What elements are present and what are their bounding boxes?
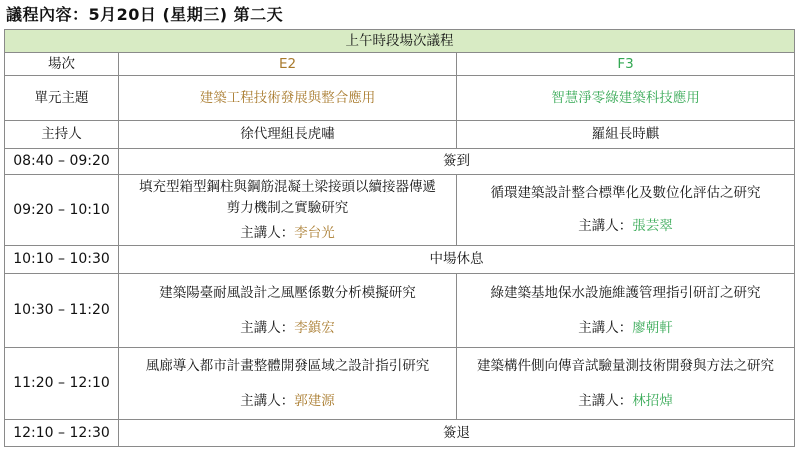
venue-f3: F3	[457, 53, 795, 76]
host-row	[5, 121, 795, 149]
schedule-row	[5, 274, 795, 348]
session-title: 循環建築設計整合標準化及數位化評估之研究	[490, 185, 761, 201]
speaker-label: 主講人：	[240, 319, 295, 336]
session-title: 風廊導入都市計畫整體開發區域之設計指引研究	[145, 357, 430, 374]
session-title: 綠建築基地保水設施維護管理指引研訂之研究	[490, 284, 761, 301]
speaker-name: 李鎮宏	[294, 319, 335, 336]
schedule-row	[5, 420, 795, 447]
host-f3: 羅組長時麒	[457, 121, 795, 149]
time-slot: 11:20 – 12:10	[5, 348, 119, 420]
speaker-name: 郭建源	[294, 392, 335, 409]
session-f3	[457, 348, 795, 420]
speaker-name: 李台光	[294, 224, 335, 241]
speaker-label: 主講人：	[578, 319, 633, 336]
time-slot: 12:10 – 12:30	[5, 420, 119, 447]
theme-f3: 智慧淨零綠建築科技應用	[457, 76, 795, 121]
speaker-name: 林招焯	[632, 392, 673, 409]
session-f3	[457, 274, 795, 348]
schedule-row	[5, 149, 795, 175]
page-title: 議程內容：5月20日 (星期三) 第二天	[6, 5, 284, 24]
schedule-row	[5, 246, 795, 274]
venue-e2: E2	[119, 53, 457, 76]
theme-row	[5, 76, 795, 121]
schedule-row	[5, 175, 795, 246]
session-title: 建築構件側向傳音試驗量測技術開發與方法之研究	[477, 357, 774, 374]
session-f3	[457, 175, 795, 246]
speaker-line	[461, 391, 790, 412]
checkout-cell: 簽退	[119, 420, 795, 447]
host-label: 主持人	[5, 121, 119, 149]
speaker-label: 主講人：	[578, 218, 633, 234]
section-header: 上午時段場次議程	[5, 30, 795, 53]
session-title: 填充型箱型鋼柱與鋼筋混凝土梁接頭以續接器傳遞	[139, 178, 436, 195]
session-e2	[119, 175, 457, 246]
speaker-line	[123, 391, 452, 412]
time-slot: 10:30 – 11:20	[5, 274, 119, 348]
speaker-name: 廖朝軒	[632, 319, 673, 336]
session-title: 剪力機制之實驗研究	[226, 199, 349, 216]
venue-row	[5, 53, 795, 76]
venue-label: 場次	[5, 53, 119, 76]
session-e2	[119, 274, 457, 348]
speaker-line	[123, 223, 452, 244]
speaker-label: 主講人：	[240, 392, 295, 409]
speaker-label: 主講人：	[578, 392, 633, 409]
host-e2: 徐代理組長虎嘯	[119, 121, 457, 149]
speaker-label: 主講人：	[240, 224, 295, 241]
section-header-row	[5, 30, 795, 53]
speaker-line	[123, 318, 452, 339]
time-slot: 09:20 – 10:10	[5, 175, 119, 246]
checkin-cell: 簽到	[119, 149, 795, 175]
speaker-line	[461, 318, 790, 339]
time-slot: 10:10 – 10:30	[5, 246, 119, 274]
speaker-line	[461, 216, 790, 237]
time-slot: 08:40 – 09:20	[5, 149, 119, 175]
theme-e2: 建築工程技術發展與整合應用	[119, 76, 457, 121]
agenda-table	[4, 29, 795, 447]
theme-label: 單元主題	[5, 76, 119, 121]
schedule-row	[5, 348, 795, 420]
break-cell: 中場休息	[119, 246, 795, 274]
speaker-name: 張芸翠	[632, 218, 673, 234]
session-e2	[119, 348, 457, 420]
session-title: 建築陽臺耐風設計之風壓係數分析模擬研究	[159, 284, 416, 301]
